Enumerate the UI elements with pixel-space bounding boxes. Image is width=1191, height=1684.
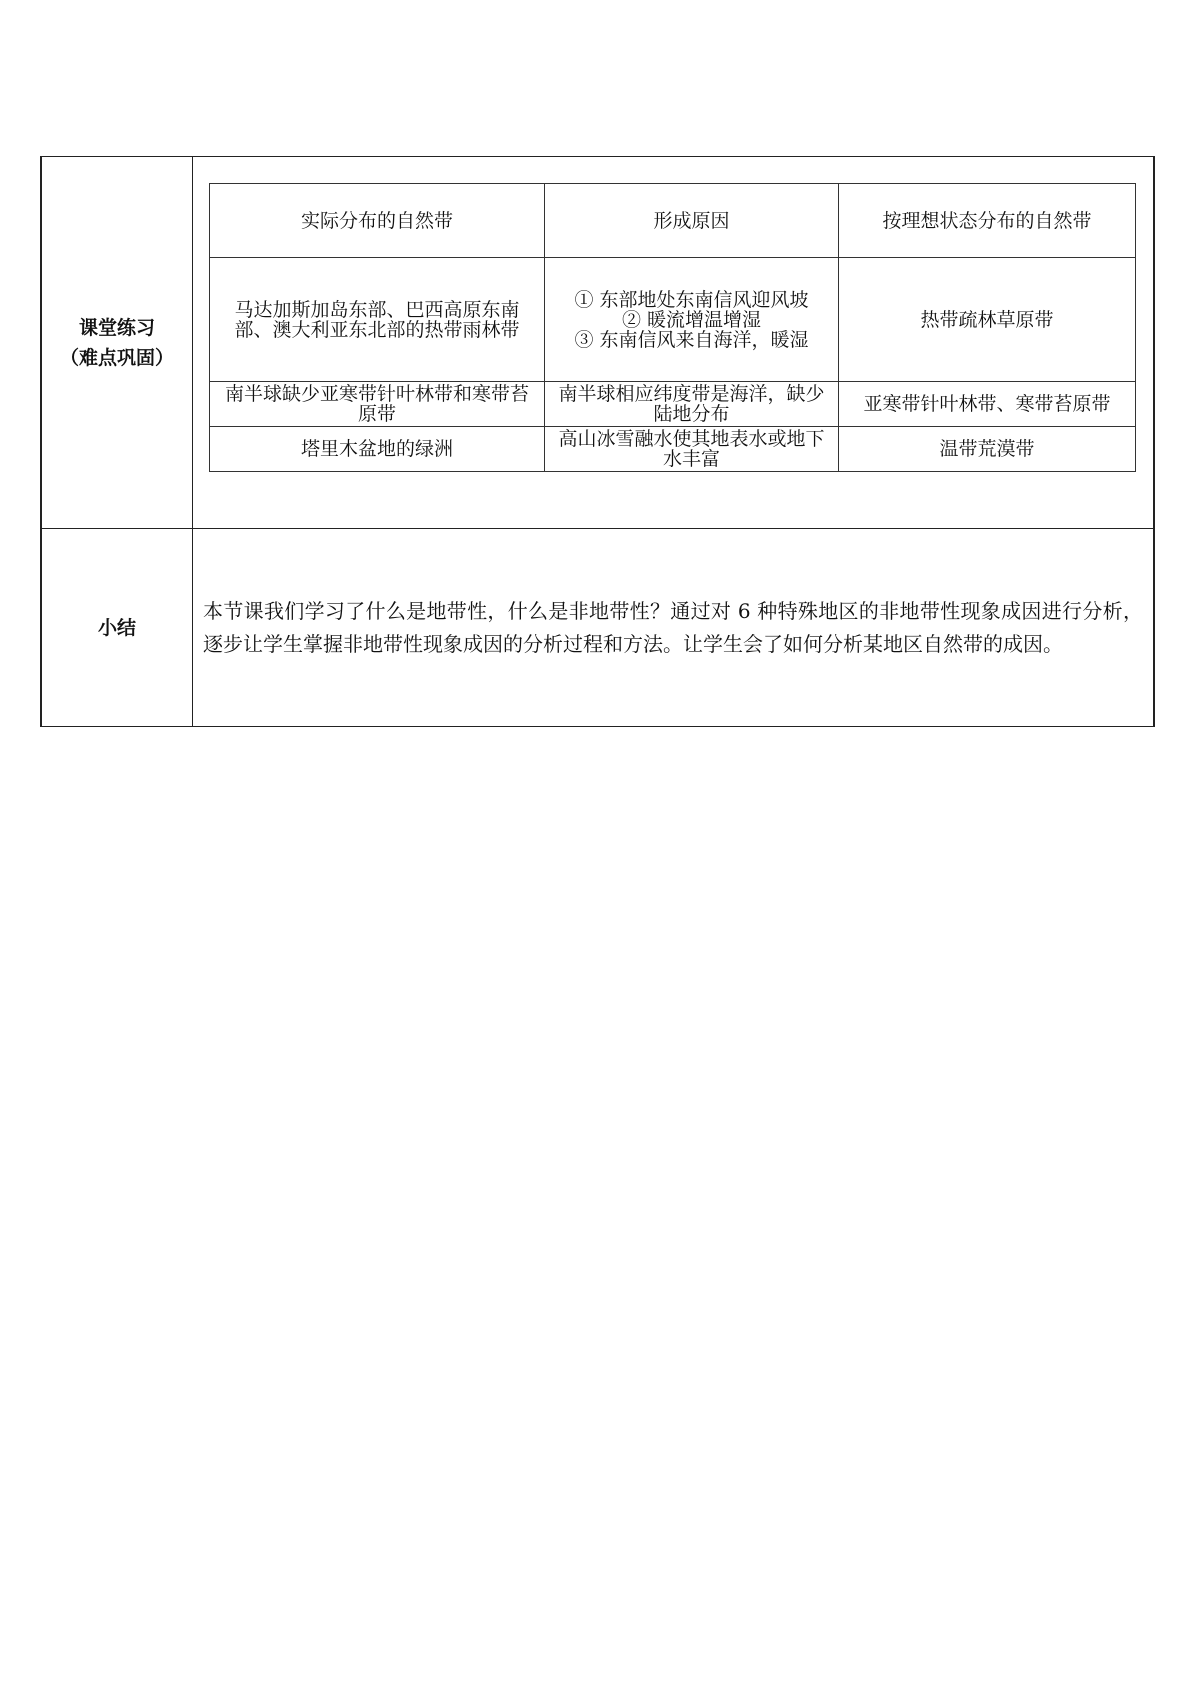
practice-label-line2: （难点巩固） <box>59 346 174 369</box>
practice-content-cell <box>193 157 1155 529</box>
ideal-zone-cell: 亚寒带针叶林带、寒带苔原带 <box>839 382 1136 427</box>
practice-label-line1: 课堂练习 <box>78 316 155 339</box>
table-row <box>210 258 1136 382</box>
actual-zone-cell: 南半球缺少亚寒带针叶林带和寒带苔原带 <box>210 382 545 427</box>
summary-text: 本节课我们学习了什么是地带性，什么是非地带性？通过对 6 种特殊地区的非地带性现象成因进行分析，逐步让学生掌握非地带性现象成因的分析过程和方法。让学生会了如何分析某地区自然带的成因。 <box>203 598 1143 656</box>
table-row <box>210 427 1136 472</box>
summary-label: 小结 <box>41 529 193 727</box>
reason-cell <box>545 258 839 382</box>
actual-zone-cell: 马达加斯加岛东部、巴西高原东南部、澳大利亚东北部的热带雨林带 <box>210 258 545 382</box>
reason-line: ② 暖流增温增湿 <box>621 308 762 331</box>
actual-zone-cell: 塔里木盆地的绿洲 <box>210 427 545 472</box>
reason-cell: 南半球相应纬度带是海洋，缺少陆地分布 <box>545 382 839 427</box>
natural-zone-table <box>209 183 1136 472</box>
ideal-zone-cell: 温带荒漠带 <box>839 427 1136 472</box>
reason-line: ① 东部地处东南信风迎风坡 <box>574 288 809 311</box>
lesson-plan-table <box>40 156 1155 727</box>
summary-row <box>41 529 1154 727</box>
summary-content-cell <box>193 529 1155 727</box>
practice-row <box>41 157 1154 529</box>
header-ideal-zone: 按理想状态分布的自然带 <box>839 184 1136 258</box>
practice-label-cell <box>41 157 193 529</box>
header-actual-zone: 实际分布的自然带 <box>210 184 545 258</box>
ideal-zone-cell: 热带疏林草原带 <box>839 258 1136 382</box>
table-header-row <box>210 184 1136 258</box>
header-reason: 形成原因 <box>545 184 839 258</box>
reason-cell: 高山冰雪融水使其地表水或地下水丰富 <box>545 427 839 472</box>
table-row <box>210 382 1136 427</box>
reason-line: ③ 东南信风来自海洋，暖湿 <box>574 328 809 351</box>
